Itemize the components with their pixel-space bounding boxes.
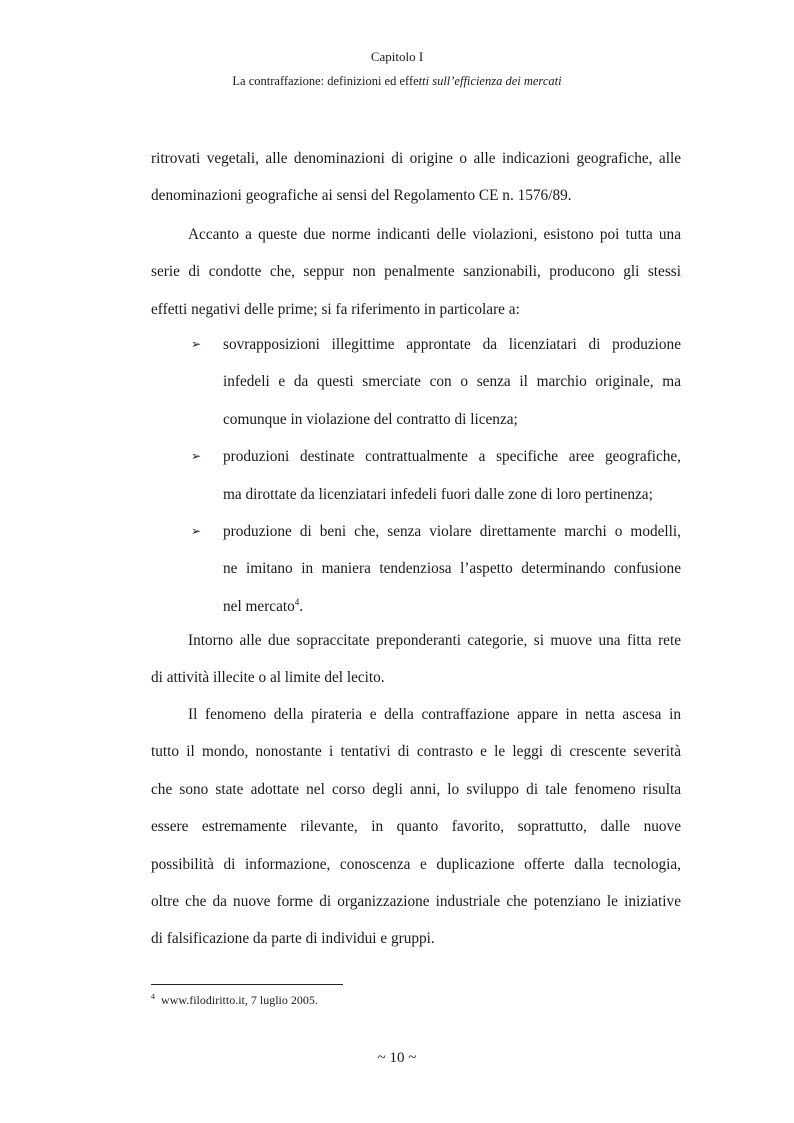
arrow-bullet-icon: ➢ [191, 524, 202, 539]
paragraph-2 [151, 216, 681, 328]
arrow-bullet-icon: ➢ [191, 449, 202, 464]
footnote-text: www.filodiritto.it, 7 luglio 2005. [161, 993, 318, 1007]
text-line: Intorno alle due sopraccitate preponderanti categorie, si muove una fitta rete [188, 632, 681, 649]
list-item [151, 513, 681, 625]
text-line: ma dirottate da licenziatari infedeli fuori dalle zone di loro pertinenza; [223, 485, 653, 503]
chapter-subtitle [0, 72, 794, 90]
text-line: oltre che da nuove forme di organizzazione industriale che potenziano le iniziative [151, 893, 681, 911]
text-line: effetti negativi delle prime; si fa riferimento in particolare a: [151, 300, 520, 318]
text-line: che sono state adottate nel corso degli anni, lo sviluppo di tale fenomeno risulta [151, 780, 681, 798]
footnote-reference[interactable]: 4 [294, 596, 300, 607]
text-line: Il fenomeno della pirateria e della contraffazione appare in netta ascesa in [188, 706, 681, 723]
text-line: ritrovati vegetali, alle denominazioni di origine o alle indicazioni geografiche, alle [151, 150, 681, 167]
list-item [151, 326, 681, 438]
paragraph-3 [151, 622, 681, 697]
text-line [223, 588, 681, 625]
arrow-bullet-icon: ➢ [191, 337, 202, 351]
text-line: essere estremamente rilevante, in quanto favorito, soprattutto, dalle nuove [151, 818, 681, 836]
footnote [151, 992, 318, 1008]
text-line: produzioni destinate contrattualmente a specifiche aree geografiche, [223, 448, 681, 466]
text-fragment: nel mercato [223, 597, 295, 615]
chapter-subtitle-plain: La contraffazione: definizioni ed effe [232, 74, 419, 88]
text-line: ne imitano in maniera tendenziosa l’aspetto determinando confusione [223, 560, 681, 578]
paragraph-1 [151, 140, 681, 215]
footnote-divider [151, 984, 343, 985]
text-line: possibilità di informazione, conoscenza e duplicazione offerte dalla tecnologia, [151, 855, 681, 873]
text-fragment: . [299, 597, 304, 615]
text-line: comunque in violazione del contratto di licenza; [223, 410, 518, 428]
text-line: Accanto a queste due norme indicanti delle violazioni, esistono poi tutta una [188, 226, 681, 243]
footnote-number: 4 [151, 992, 155, 1001]
text-line: tutto il mondo, nonostante i tentativi di contrasto e le leggi di crescente severità [151, 743, 681, 761]
text-line: di attività illecite o al limite del lecito. [151, 669, 385, 687]
page-number: ~ 10 ~ [377, 1050, 417, 1066]
chapter-heading: Capitolo I [370, 49, 424, 64]
text-line: sovrapposizioni illegittime approntate da licenziatari di produzione [223, 336, 681, 353]
paragraph-4 [151, 696, 681, 958]
bullet-list [151, 326, 681, 625]
text-line: infedeli e da questi smerciate con o senza il marchio originale, ma [223, 373, 681, 391]
text-line: produzione di beni che, senza violare direttamente marchi o modelli, [223, 523, 681, 541]
text-line: serie di condotte che, seppur non penalmente sanzionabili, producono gli stessi [151, 263, 681, 281]
text-line: di falsificazione da parte di individui e gruppi. [151, 930, 435, 948]
text-line: denominazioni geografiche ai sensi del Regolamento CE n. 1576/89. [151, 187, 572, 205]
list-item [151, 438, 681, 513]
chapter-subtitle-italic: tti sull’efficienza dei mercati [418, 74, 562, 88]
